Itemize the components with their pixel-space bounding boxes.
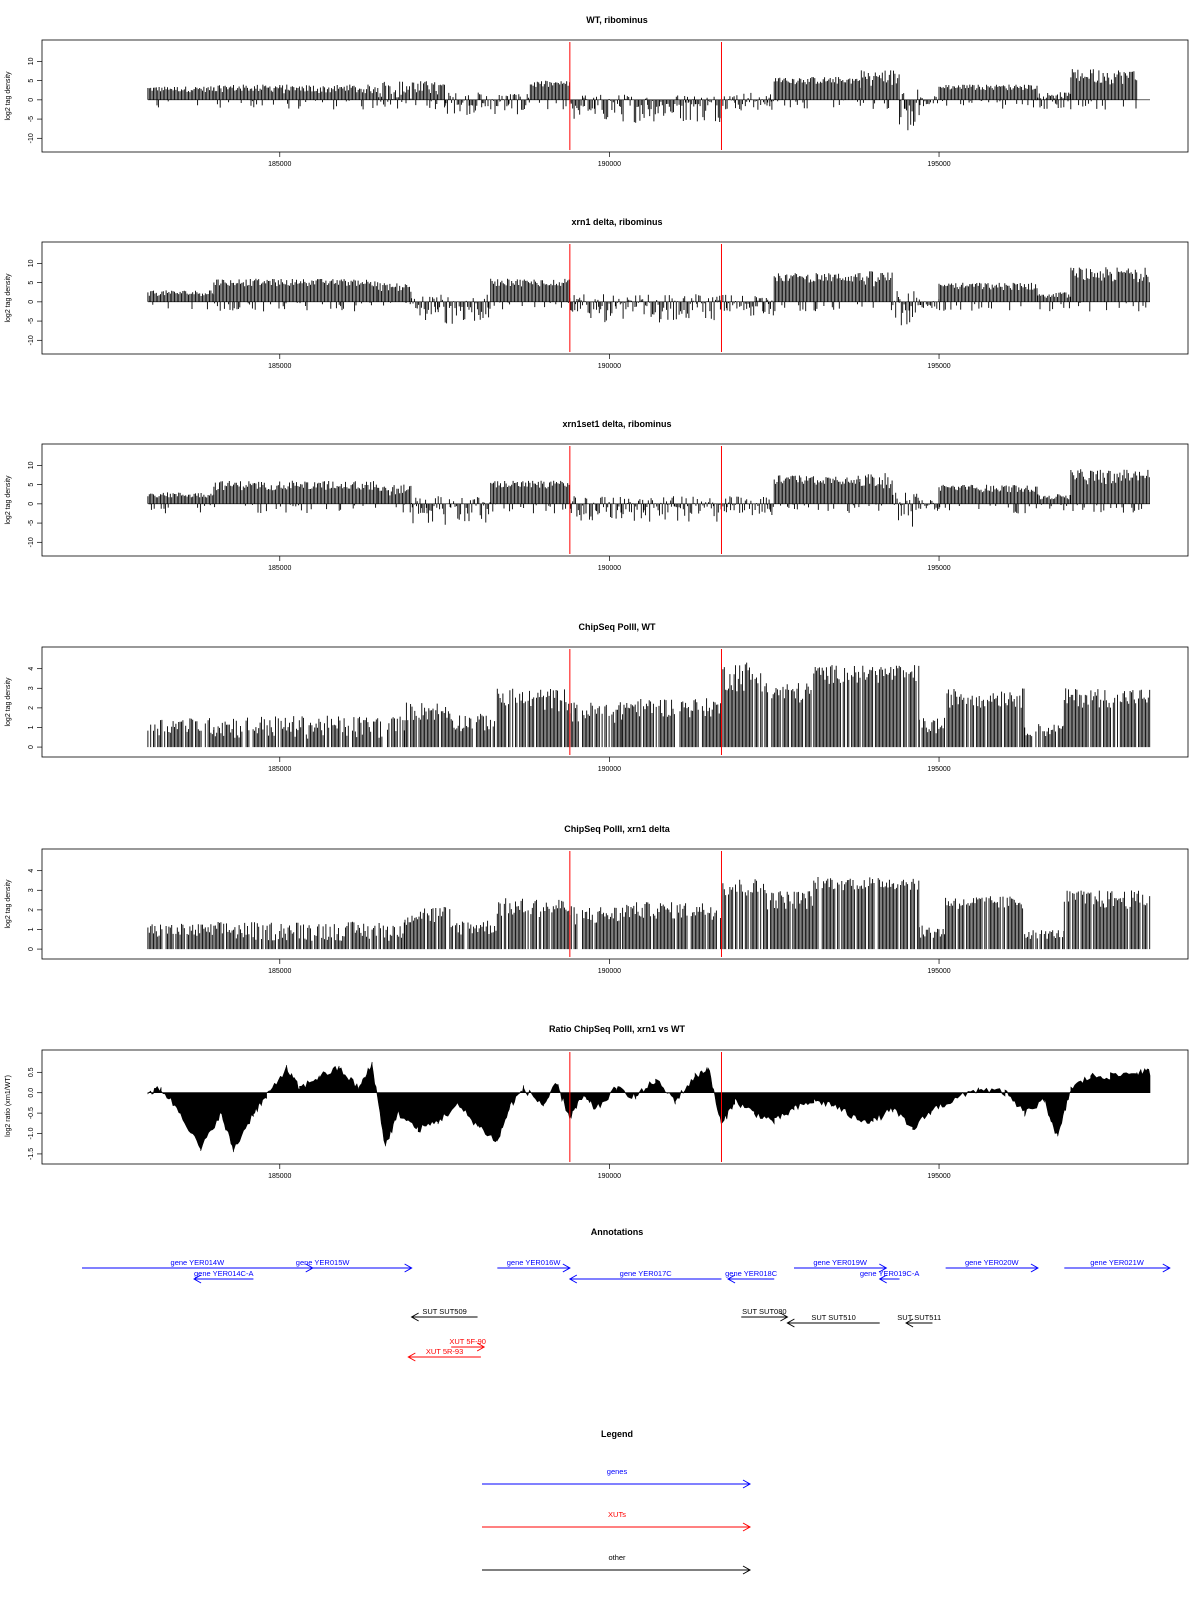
- signal-segment: [919, 500, 939, 511]
- legend-title: Legend: [600, 1429, 634, 1439]
- signal-segment: [722, 93, 774, 111]
- signal-segment: [939, 283, 1037, 311]
- signal-segment: [774, 273, 859, 311]
- signal-segment: [900, 90, 920, 131]
- signal-segment: [379, 283, 411, 305]
- signal-segment: [148, 924, 214, 949]
- signal-segment: [1025, 724, 1064, 747]
- x-tick-label: 185000: [268, 565, 292, 572]
- panel-xrn1set1-ribominus: [5, 419, 1188, 572]
- panel-wt-ribominus: [5, 15, 1188, 168]
- feature-label: SUT SUT080: [742, 1307, 787, 1316]
- y-tick-label: 5: [28, 482, 35, 487]
- annotations-panel: [82, 1227, 1170, 1361]
- x-axis-ticks: [268, 1164, 951, 1180]
- signal-segment: [774, 77, 860, 108]
- panel-chipseq-xrn1: [5, 824, 1188, 975]
- feature-label: XUT 5R-93: [425, 1347, 464, 1356]
- signal-segment: [939, 85, 1037, 109]
- signal-segment: [570, 294, 721, 322]
- marker-lines: [570, 446, 722, 554]
- panel-title: xrn1 delta, ribominus: [571, 217, 663, 227]
- legend-entry-xuts: [482, 1510, 750, 1531]
- y-tick-label: 5: [28, 78, 35, 83]
- signal-segment: [570, 95, 721, 123]
- panel-title: xrn1set1 delta, ribominus: [562, 419, 672, 429]
- x-tick-label: 190000: [597, 363, 622, 370]
- signal-segment: [1064, 891, 1149, 950]
- data-marks: [148, 469, 1150, 526]
- y-tick-label: 1: [28, 725, 35, 730]
- y-axis-ticks: [28, 869, 42, 951]
- feature-label: XUT 5F-90: [449, 1337, 486, 1346]
- y-axis-ticks: [28, 57, 42, 143]
- y-tick-label: 0: [28, 299, 35, 304]
- y-axis-label: log2 tag density: [5, 879, 12, 929]
- legend-entry-genes: [482, 1467, 750, 1488]
- signal-segment: [148, 492, 214, 513]
- signal-segment: [148, 290, 214, 309]
- signal-segment: [722, 295, 774, 316]
- signal-segment: [919, 926, 944, 950]
- y-axis-ticks: [28, 1067, 42, 1160]
- signal-segment: [946, 896, 1024, 949]
- y-tick-label: 1: [28, 927, 35, 932]
- y-tick-label: -10: [28, 335, 35, 346]
- y-axis-label: log2 tag density: [5, 475, 12, 525]
- y-tick-label: 0.0: [28, 1087, 35, 1098]
- y-tick-label: 10: [28, 461, 35, 470]
- feature-label: gene YER015W: [295, 1258, 350, 1267]
- signal-segment: [1071, 469, 1149, 512]
- signal-segment: [860, 271, 892, 310]
- signal-segment: [722, 663, 767, 748]
- marker-lines: [570, 1052, 722, 1162]
- signal-segment: [451, 714, 496, 747]
- feature-label: SUT SUT511: [897, 1313, 942, 1322]
- signal-segment: [1064, 688, 1149, 747]
- signal-segment: [214, 922, 404, 949]
- y-tick-label: 2: [28, 705, 35, 710]
- x-tick-label: 195000: [927, 1173, 951, 1180]
- legend-entry-other: [482, 1553, 750, 1574]
- feature-label: gene YER021W: [1090, 1258, 1144, 1267]
- y-axis-label: log2 tag density: [5, 273, 12, 323]
- signal-segment: [1071, 69, 1137, 109]
- signal-segment: [768, 683, 813, 747]
- x-axis-ticks: [268, 757, 951, 773]
- feature-label: gene YER018C: [725, 1269, 778, 1278]
- data-marks: [148, 663, 1150, 748]
- y-axis-label: log2 tag density: [5, 677, 12, 727]
- x-tick-label: 195000: [927, 565, 951, 572]
- signal-segment: [722, 879, 767, 949]
- data-marks: [148, 267, 1150, 325]
- y-tick-label: -5: [28, 317, 35, 325]
- legend-label: other: [608, 1553, 626, 1562]
- legend-panel: [482, 1429, 750, 1574]
- y-tick-label: 4: [28, 666, 35, 671]
- legend-label: genes: [606, 1467, 628, 1476]
- legend-label: XUTs: [608, 1510, 626, 1519]
- y-axis-label: log2 ratio (xrn1/WT): [5, 1075, 12, 1137]
- feature-xut-5r-93: [408, 1347, 481, 1361]
- signal-segment: [1025, 930, 1064, 949]
- signal-segment: [412, 295, 490, 324]
- x-axis-ticks: [268, 354, 951, 370]
- y-tick-label: -1.0: [28, 1127, 35, 1140]
- feature-gene-yer016w: [497, 1258, 570, 1272]
- x-tick-label: 185000: [268, 363, 292, 370]
- signal-segment: [570, 702, 622, 747]
- panel-title: ChipSeq PolII, WT: [578, 622, 656, 632]
- signal-segment: [379, 81, 446, 109]
- signal-segment: [919, 299, 939, 310]
- feature-gene-yer015w: [234, 1258, 412, 1272]
- y-tick-label: -10: [28, 537, 35, 548]
- signal-segment: [491, 279, 569, 309]
- x-tick-label: 190000: [597, 766, 622, 773]
- panel-title: WT, ribominus: [586, 15, 648, 25]
- feature-gene-yer018c: [725, 1269, 778, 1283]
- signal-segment: [814, 665, 919, 747]
- x-tick-label: 195000: [927, 161, 951, 168]
- y-tick-label: 3: [28, 686, 35, 691]
- y-tick-label: 3: [28, 888, 35, 893]
- x-tick-label: 190000: [597, 565, 622, 572]
- signal-segment: [893, 291, 918, 325]
- data-marks: [148, 1062, 1150, 1152]
- signal-segment: [939, 485, 1037, 514]
- signal-segment: [497, 689, 568, 747]
- feature-sut-sut510: [787, 1313, 879, 1327]
- feature-gene-yer017c: [570, 1269, 722, 1283]
- data-marks: [148, 877, 1150, 949]
- signal-segment: [860, 70, 900, 109]
- x-tick-label: 185000: [268, 161, 292, 168]
- y-axis-ticks: [28, 667, 42, 749]
- y-tick-label: -0.5: [28, 1107, 35, 1120]
- signal-segment: [919, 718, 944, 747]
- x-tick-label: 195000: [927, 968, 951, 975]
- x-tick-label: 185000: [268, 766, 292, 773]
- y-tick-label: 2: [28, 907, 35, 912]
- feature-label: gene YER017C: [619, 1269, 672, 1278]
- ratio-area: [148, 1062, 1150, 1152]
- panel-chipseq-wt: [5, 622, 1188, 773]
- feature-sut-sut080: [741, 1307, 787, 1321]
- signal-segment: [814, 877, 919, 949]
- signal-segment: [722, 496, 774, 515]
- feature-label: gene YER020W: [964, 1258, 1019, 1267]
- y-tick-label: 0: [28, 745, 35, 750]
- signal-segment: [214, 279, 378, 312]
- y-axis-label: log2 tag density: [5, 71, 12, 121]
- feature-sut-sut511: [897, 1313, 941, 1327]
- signal-segment: [570, 496, 721, 521]
- x-axis-ticks: [268, 152, 951, 168]
- feature-sut-sut509: [412, 1307, 478, 1321]
- feature-label: gene YER016W: [506, 1258, 561, 1267]
- data-marks: [148, 69, 1150, 130]
- signal-segment: [774, 475, 859, 513]
- feature-list: [82, 1258, 1170, 1361]
- signal-segment: [860, 473, 892, 511]
- x-tick-label: 185000: [268, 1173, 292, 1180]
- signal-segment: [379, 485, 411, 513]
- y-tick-label: 0: [28, 947, 35, 952]
- x-tick-label: 190000: [597, 161, 622, 168]
- signal-segment: [412, 496, 490, 524]
- x-axis-ticks: [268, 556, 951, 572]
- feature-label: gene YER014W: [170, 1258, 225, 1267]
- y-axis-ticks: [28, 461, 42, 547]
- feature-label: gene YER019C-A: [859, 1269, 920, 1278]
- signal-segment: [946, 689, 1024, 748]
- panel-title: Ratio ChipSeq PolII, xrn1 vs WT: [548, 1024, 686, 1034]
- y-tick-label: -5: [28, 519, 35, 527]
- y-tick-label: -10: [28, 133, 35, 144]
- signal-segment: [214, 481, 378, 513]
- signal-segment: [148, 718, 214, 747]
- y-tick-label: 10: [28, 259, 35, 268]
- signal-segment: [491, 481, 569, 514]
- marker-lines: [570, 42, 722, 150]
- feature-label: gene YER014C-A: [193, 1269, 254, 1278]
- panel-xrn1-ribominus: [5, 217, 1188, 370]
- signal-segment: [1071, 267, 1149, 311]
- x-tick-label: 195000: [927, 766, 951, 773]
- y-tick-label: 10: [28, 57, 35, 66]
- y-tick-label: 4: [28, 868, 35, 873]
- y-tick-label: 0.5: [28, 1067, 35, 1078]
- signal-segment: [623, 698, 721, 747]
- signal-segment: [893, 493, 919, 527]
- legend-entries: [482, 1467, 750, 1574]
- signal-segment: [623, 902, 721, 949]
- x-tick-label: 185000: [268, 968, 292, 975]
- feature-gene-yer019c-a: [860, 1269, 919, 1283]
- x-tick-label: 190000: [597, 1173, 622, 1180]
- feature-gene-yer014c-a: [194, 1269, 253, 1283]
- y-tick-label: -5: [28, 115, 35, 123]
- y-tick-label: -1.5: [28, 1147, 35, 1160]
- signal-segment: [280, 85, 378, 110]
- feature-label: SUT SUT510: [811, 1313, 856, 1322]
- signal-segment: [768, 891, 813, 949]
- x-axis-ticks: [268, 959, 951, 975]
- signal-segment: [919, 96, 939, 106]
- panel-ratio: [5, 1024, 1188, 1180]
- annotations-title: Annotations: [590, 1227, 644, 1237]
- y-axis-ticks: [28, 259, 42, 345]
- feature-label: SUT SUT509: [422, 1307, 467, 1316]
- signal-segment: [214, 716, 404, 747]
- signal-segment: [1038, 494, 1070, 510]
- signal-segment: [570, 906, 622, 949]
- signal-segment: [1038, 92, 1071, 109]
- signal-segment: [497, 898, 568, 949]
- y-tick-label: 0: [28, 501, 35, 506]
- signal-segment: [445, 93, 530, 115]
- feature-gene-yer021w: [1064, 1258, 1169, 1272]
- feature-label: gene YER019W: [813, 1258, 867, 1267]
- signal-segment: [405, 907, 450, 949]
- y-tick-label: 0: [28, 97, 35, 102]
- panel-title: ChipSeq PolII, xrn1 delta: [564, 824, 670, 834]
- x-tick-label: 195000: [927, 363, 951, 370]
- x-tick-label: 190000: [597, 968, 622, 975]
- signal-segment: [451, 921, 496, 949]
- y-tick-label: 5: [28, 280, 35, 285]
- feature-gene-yer020w: [946, 1258, 1038, 1272]
- signal-segment: [405, 703, 450, 748]
- signal-segment: [530, 81, 570, 110]
- signal-segment: [214, 85, 280, 108]
- signal-segment: [148, 86, 214, 107]
